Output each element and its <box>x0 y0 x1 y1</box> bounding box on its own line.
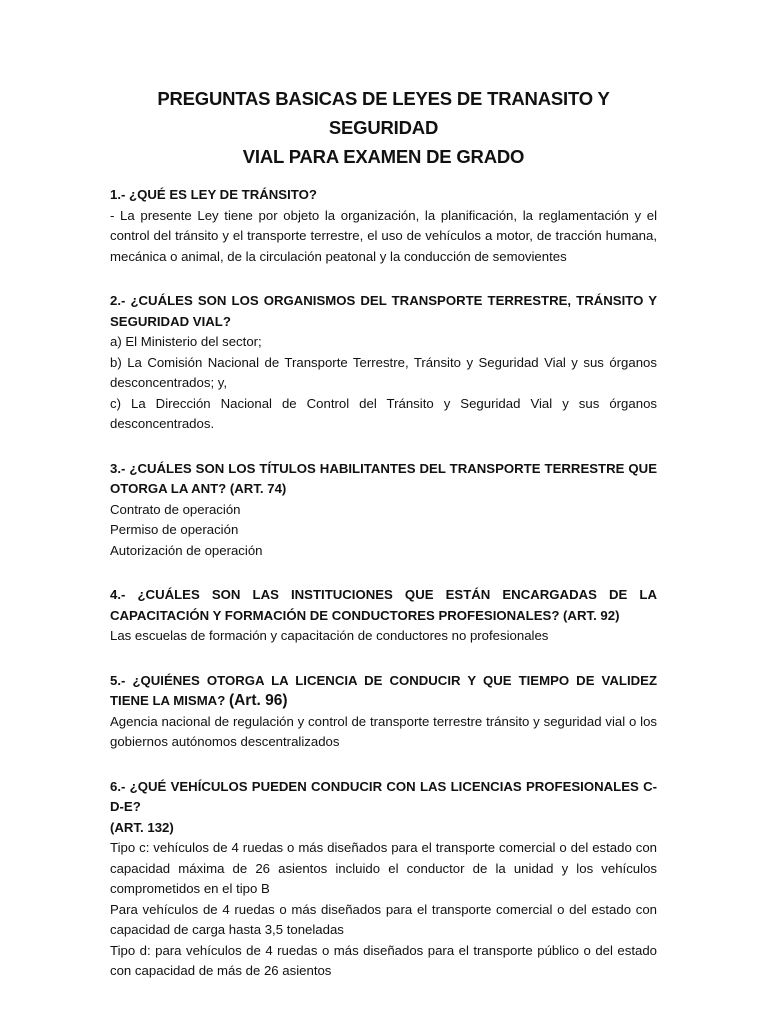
answer-text <box>110 332 657 435</box>
answer-text <box>110 500 657 562</box>
answer-line: a) El Ministerio del sector; <box>110 334 262 349</box>
question-heading: 4.- ¿CUÁLES SON LAS INSTITUCIONES QUE ESTÁN ENCARGADAS DE LA CAPACITACIÓN Y FORMACIÓN DE CONDUCTORES PROFESIONALES? (ART. 92) <box>110 587 657 623</box>
answer-line: - La presente Ley tiene por objeto la organización, la planificación, la reglamentación y el control del tránsito y el transporte terrestre, el uso de vehículos a motor, de tracción humana, mecánica o animal, de la circulación peatonal y la conducción de semovientes <box>110 207 657 264</box>
document-title <box>110 84 657 171</box>
question-heading <box>110 671 657 712</box>
document-page <box>110 84 657 1006</box>
question-6 <box>110 777 657 982</box>
answer-line: Las escuelas de formación y capacitación de conductores no profesionales <box>110 628 549 643</box>
question-heading-text: 5.- ¿QUIÉNES OTORGA LA LICENCIA DE CONDUCIR Y QUE TIEMPO DE VALIDEZ TIENE LA MISMA? <box>110 672 657 708</box>
question-4 <box>110 585 657 647</box>
question-1 <box>110 185 657 267</box>
question-heading: 2.- ¿CUÁLES SON LOS ORGANISMOS DEL TRANSPORTE TERRESTRE, TRÁNSITO Y SEGURIDAD VIAL? <box>110 293 657 329</box>
answer-line: Contrato de operación <box>110 501 241 517</box>
answer-line: c) La Dirección Nacional de Control del Tránsito y Seguridad Vial y sus órganos desconcentrados. <box>110 395 657 431</box>
question-heading: 1.- ¿QUÉ ES LEY DE TRÁNSITO? <box>110 187 317 202</box>
question-3 <box>110 459 657 562</box>
answer-text <box>110 838 657 982</box>
answer-line: Agencia nacional de regulación y control de transporte terrestre tránsito y seguridad vial o los gobiernos autónomos descentralizados <box>110 713 657 749</box>
question-heading: 3.- ¿CUÁLES SON LOS TÍTULOS HABILITANTES DEL TRANSPORTE TERRESTRE QUE OTORGA LA ANT? (ART. 74) <box>110 460 657 496</box>
title-line-2: VIAL PARA EXAMEN DE GRADO <box>242 146 525 167</box>
answer-text <box>110 206 657 268</box>
title-line-1: PREGUNTAS BASICAS DE LEYES DE TRANASITO Y SEGURIDAD <box>157 88 610 138</box>
answer-line: Tipo d: para vehículos de 4 ruedas o más diseñados para el transporte público o del estado con capacidad de más de 26 asientos <box>110 942 657 978</box>
answer-text <box>110 712 657 753</box>
answer-line: Permiso de operación <box>110 522 239 537</box>
question-2 <box>110 291 657 435</box>
answer-line: Para vehículos de 4 ruedas o más diseñados para el transporte comercial o del estado con capacidad de carga hasta 3,5 toneladas <box>110 901 657 937</box>
answer-line: b) La Comisión Nacional de Transporte Terrestre, Tránsito y Seguridad Vial y sus órganos desconcentrados; y, <box>110 354 657 390</box>
question-5 <box>110 671 657 753</box>
answer-text <box>110 626 657 647</box>
answer-line: Tipo c: vehículos de 4 ruedas o más diseñados para el transporte comercial o del estado con capacidad máxima de 26 asientos incluido el conductor de la unidad y los vehículos comprometidos en el tipo B <box>110 840 657 896</box>
question-heading-text: 6.- ¿QUÉ VEHÍCULOS PUEDEN CONDUCIR CON LAS LICENCIAS PROFESIONALES C-D-E? <box>110 778 657 814</box>
question-heading <box>110 777 657 839</box>
article-reference: (ART. 132) <box>110 819 174 835</box>
article-reference: (Art. 96) <box>228 692 288 709</box>
answer-line: Autorización de operación <box>110 542 263 558</box>
